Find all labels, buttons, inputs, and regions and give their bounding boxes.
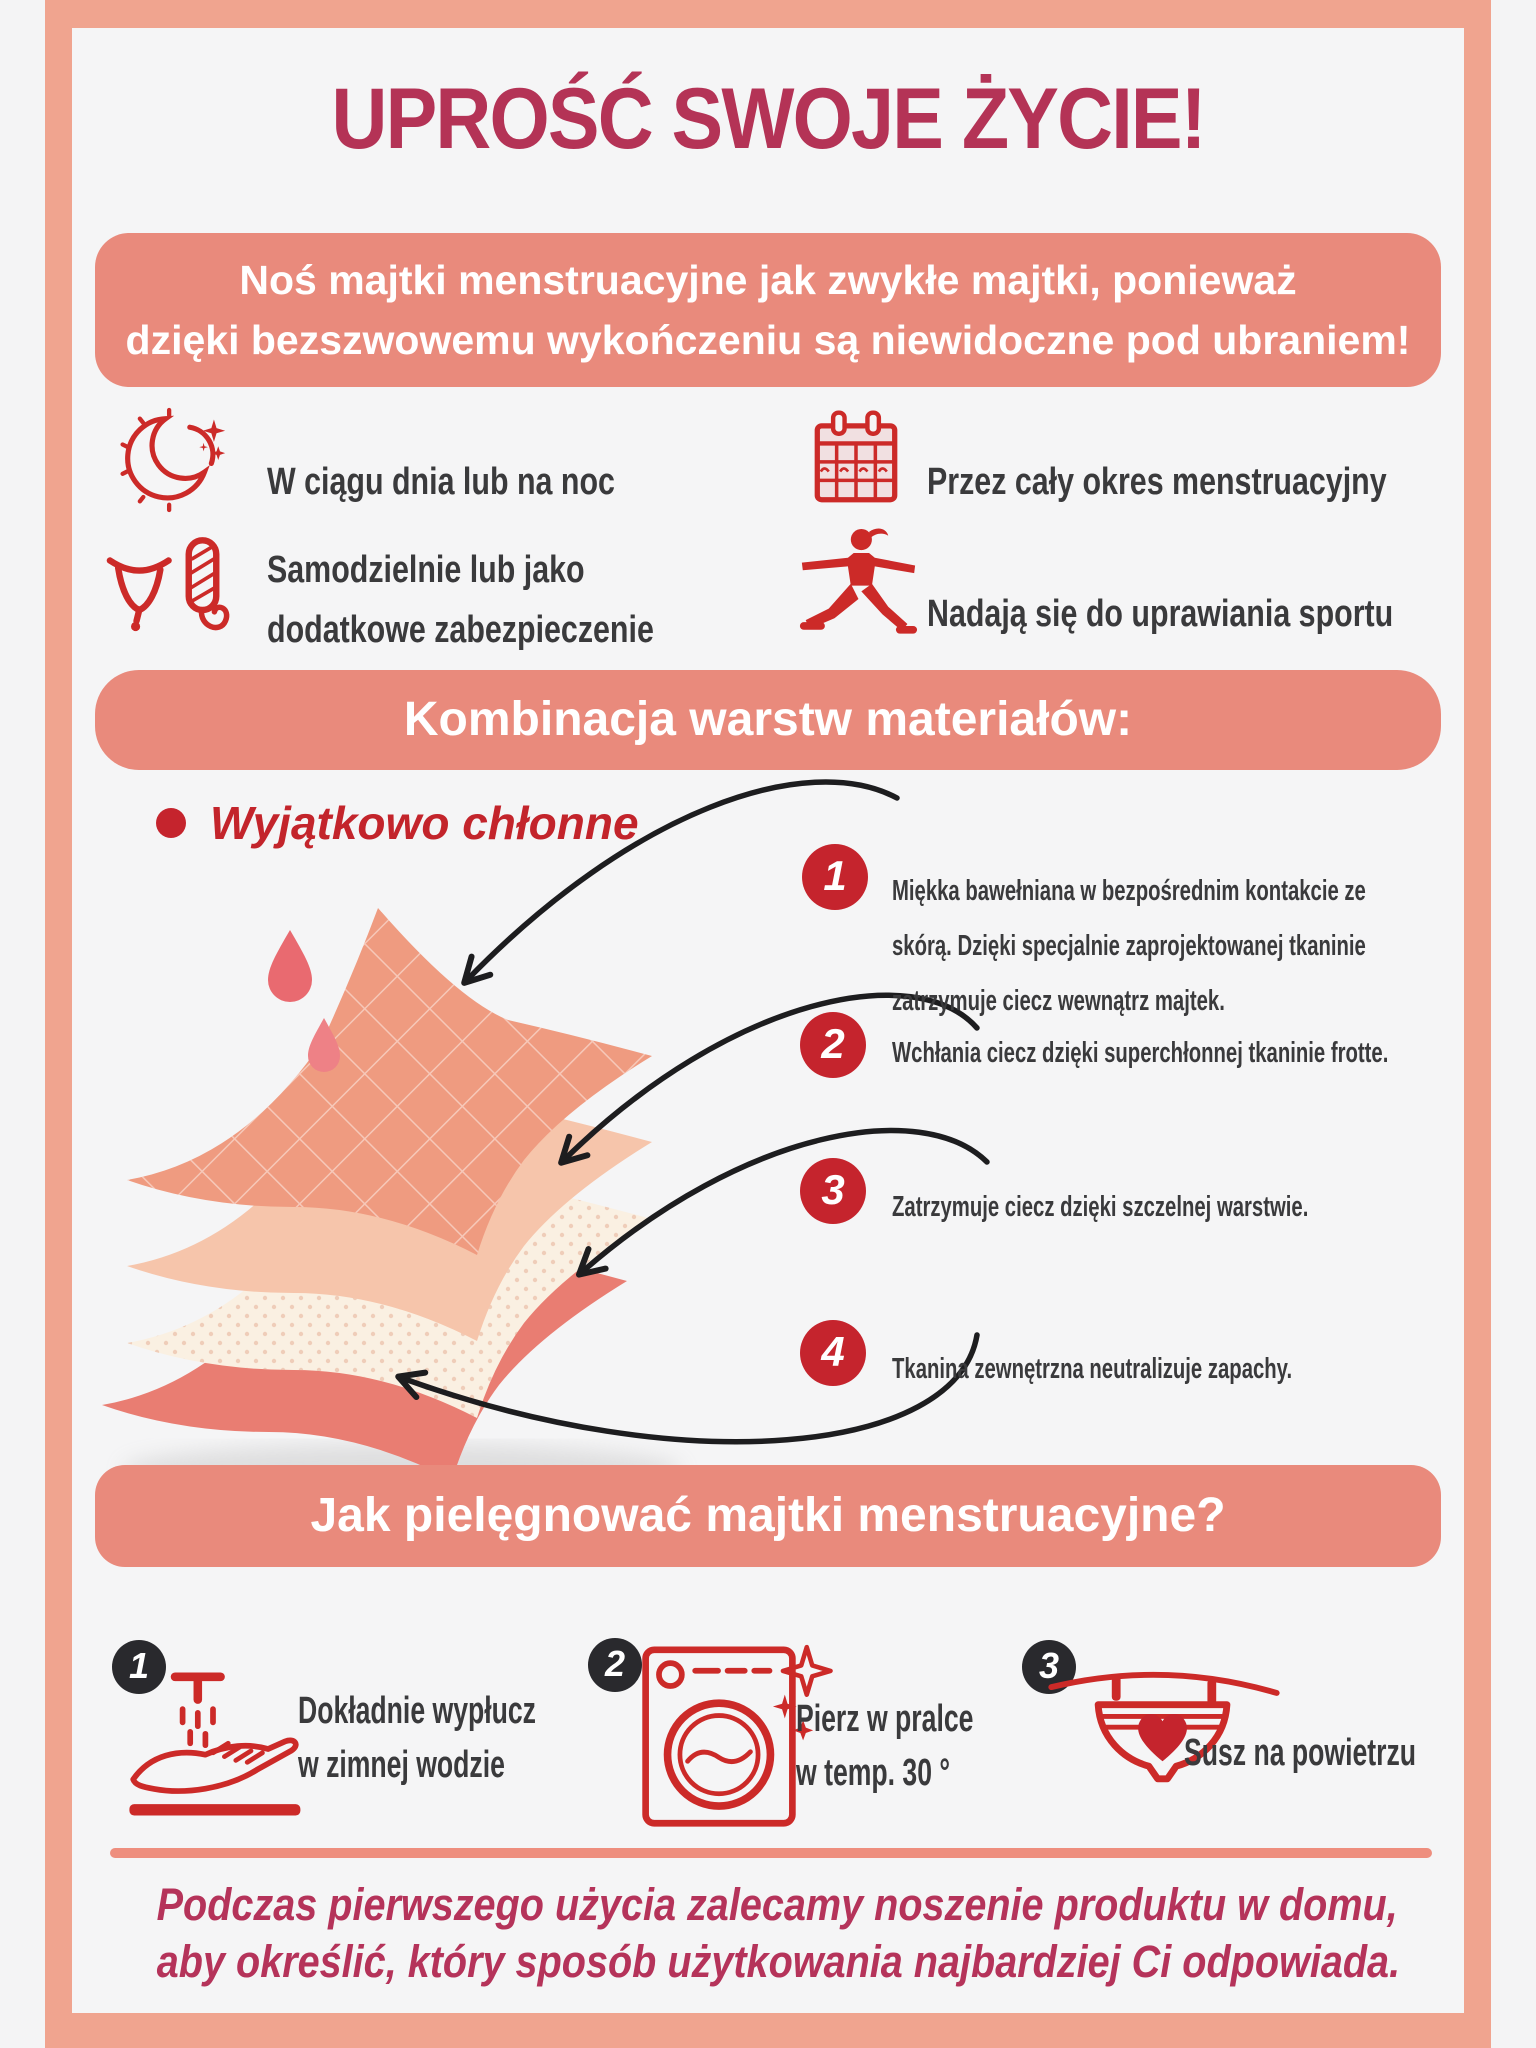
intro-banner-line2: dzięki bezszwowemu wykończeniu są niewidoczne pod ubraniem! (125, 317, 1411, 363)
calendar-icon (812, 410, 900, 510)
layer-item-3-line1: Zatrzymuje ciecz dzięki szczelnej warstwie. (892, 1191, 1309, 1223)
care-step-2-line2: w temp. 30 ° (796, 1752, 951, 1794)
layer-item-2-text (892, 1026, 1388, 1081)
layer-item-4-number: 4 (800, 1320, 866, 1386)
infographic-page (72, 28, 1464, 2013)
care-banner: Jak pielęgnować majtki menstruacyjne? (95, 1465, 1441, 1567)
layer-item-1-line1: Miękka bawełniana w bezpośrednim kontakcie ze (892, 875, 1366, 907)
care-steps (72, 1628, 1464, 1858)
care-step-3-line1: Susz na powietrzu (1184, 1732, 1417, 1774)
care-step-1-line2: w zimnej wodzie (298, 1744, 505, 1786)
intro-banner-line1: Noś majtki menstruacyjne jak zwykłe majtki, ponieważ (239, 257, 1297, 303)
care-step-1-line1: Dokładnie wypłucz (298, 1690, 536, 1732)
footer-note (72, 1876, 1464, 1990)
care-step-2-line1: Pierz w pralce (796, 1698, 974, 1740)
feature-standalone-line1: Samodzielnie lub jako (267, 549, 585, 591)
fabric-layers-diagram (72, 780, 1464, 1465)
layer-item-1-text (892, 864, 1366, 1029)
intro-banner (95, 233, 1441, 387)
menstrual-cup-tampon-icon (106, 533, 244, 648)
layer-item-2-line1: Wchłania ciecz dzięki superchłonnej tkaninie frotte. (892, 1037, 1389, 1069)
layers-banner: Kombinacja warstw materiałów: (95, 670, 1441, 770)
infographic-frame (45, 0, 1491, 2048)
care-step-1-text (298, 1684, 536, 1792)
layer-item-3-number: 3 (800, 1158, 866, 1224)
footer-line2: aby określić, który sposób użytkowania najbardziej Ci odpowiada. (156, 1936, 1401, 1987)
layer-item-1-line3: zatrzymuje ciecz wewnątrz majtek. (892, 985, 1225, 1017)
water-drop-large (268, 930, 312, 1002)
page-title (72, 70, 1464, 169)
layers-bullet-label: Wyjątkowo chłonne (210, 797, 639, 849)
hand-wash-icon (118, 1654, 308, 1830)
page-title-text: UPROŚĆ SWOJE ŻYCIE! (331, 71, 1205, 167)
feature-standalone-label (267, 540, 654, 660)
feature-standalone-line2: dodatkowe zabezpieczenie (267, 609, 654, 651)
feature-whole-period-label: Przez cały okres menstruacyjny (927, 461, 1387, 503)
layer-item-4-text (892, 1342, 1292, 1397)
footer-divider (110, 1848, 1432, 1858)
care-step-2-text (796, 1692, 973, 1800)
yoga-pose-icon (798, 526, 918, 656)
layer-item-2-number: 2 (800, 1012, 866, 1078)
layer-item-1-number: 1 (802, 844, 868, 910)
care-step-2-number: 2 (588, 1638, 642, 1692)
feature-sport-label: Nadają się do uprawiania sportu (927, 593, 1394, 635)
layer-item-4-line1: Tkanina zewnętrzna neutralizuje zapachy. (892, 1353, 1293, 1385)
care-step-3-number: 3 (1022, 1640, 1076, 1694)
care-step-1-number: 1 (112, 1640, 166, 1694)
layer-item-3-text (892, 1180, 1308, 1235)
footer-line1: Podczas pierwszego użycia zalecamy noszenie produktu w domu, (156, 1879, 1398, 1930)
moon-stars-icon (114, 406, 226, 519)
feature-day-night-label: W ciągu dnia lub na noc (267, 461, 615, 503)
care-step-3-text (1184, 1726, 1416, 1780)
layer-item-1-line2: skórą. Dzięki specjalnie zaprojektowanej tkaninie (892, 930, 1366, 962)
